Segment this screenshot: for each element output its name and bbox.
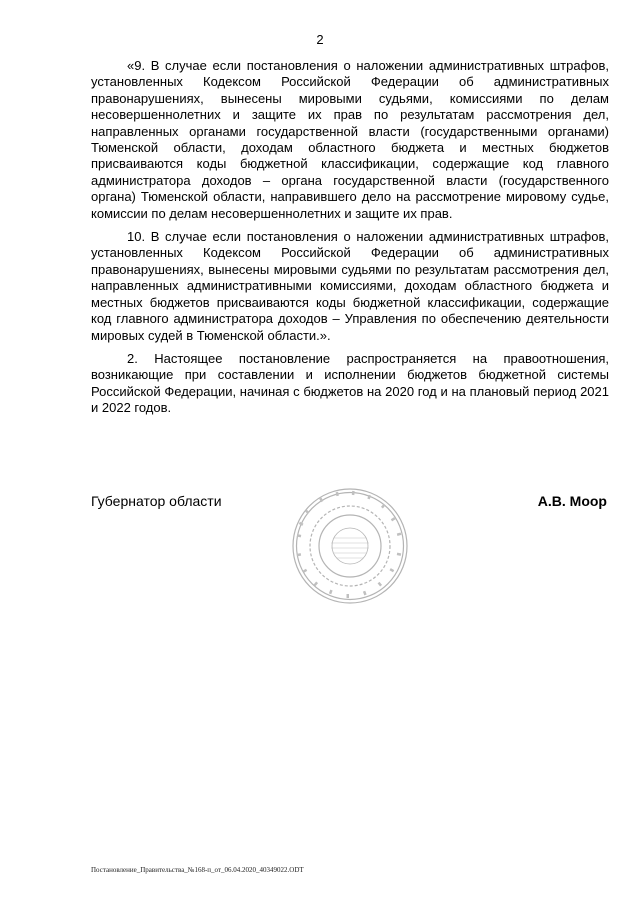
paragraph-clause-2: 2. Настоящее постановление распространяется на правоотношения, возникающие при составлении и исполнении бюджетов бюджетной системы Российской Федерации, начиная с бюджетов на 2020 год и на плановый период 2021 и 2022 годов. <box>91 350 609 416</box>
page-number: 2 <box>316 32 324 47</box>
footer-filename: Постановление_Правительства_№168-п_от_06.04.2020_40349022.ODT <box>91 866 304 874</box>
document-body <box>91 58 609 424</box>
signatory-position: Губернатор области <box>91 493 222 509</box>
official-seal-icon <box>290 486 410 606</box>
signatory-name: А.В. Моор <box>537 493 607 509</box>
paragraph-item-10: 10. В случае если постановления о наложении административных штрафов, установленных Кодексом Российской Федерации об административных правонарушениях, вынесены мировыми судьями по результатам рассмотрения дел, направленных административными комиссиями, доходам областного бюджета и местных бюджетов присваиваются коды бюджетной классификации, содержащие код главного администратора доходов – Управления по обеспечению деятельности мировых судей в Тюменской области.». <box>91 229 609 343</box>
paragraph-item-9: «9. В случае если постановления о наложении административных штрафов, установленных Кодексом Российской Федерации об административных правонарушениях, вынесены мировыми судьями, комиссиями по делам несовершеннолетних и защите их прав по результатам рассмотрения дел, направленных органами государственной власти (государственными органами) Тюменской области, доходам областного бюджета и местных бюджетов присваиваются коды бюджетной классификации, содержащие код главного администратора доходов – органа государственной власти (государственного органа) Тюменской области, направившего дело на рассмотрение мировому судье, комиссии по делам несовершеннолетних и защите их прав. <box>91 58 609 221</box>
